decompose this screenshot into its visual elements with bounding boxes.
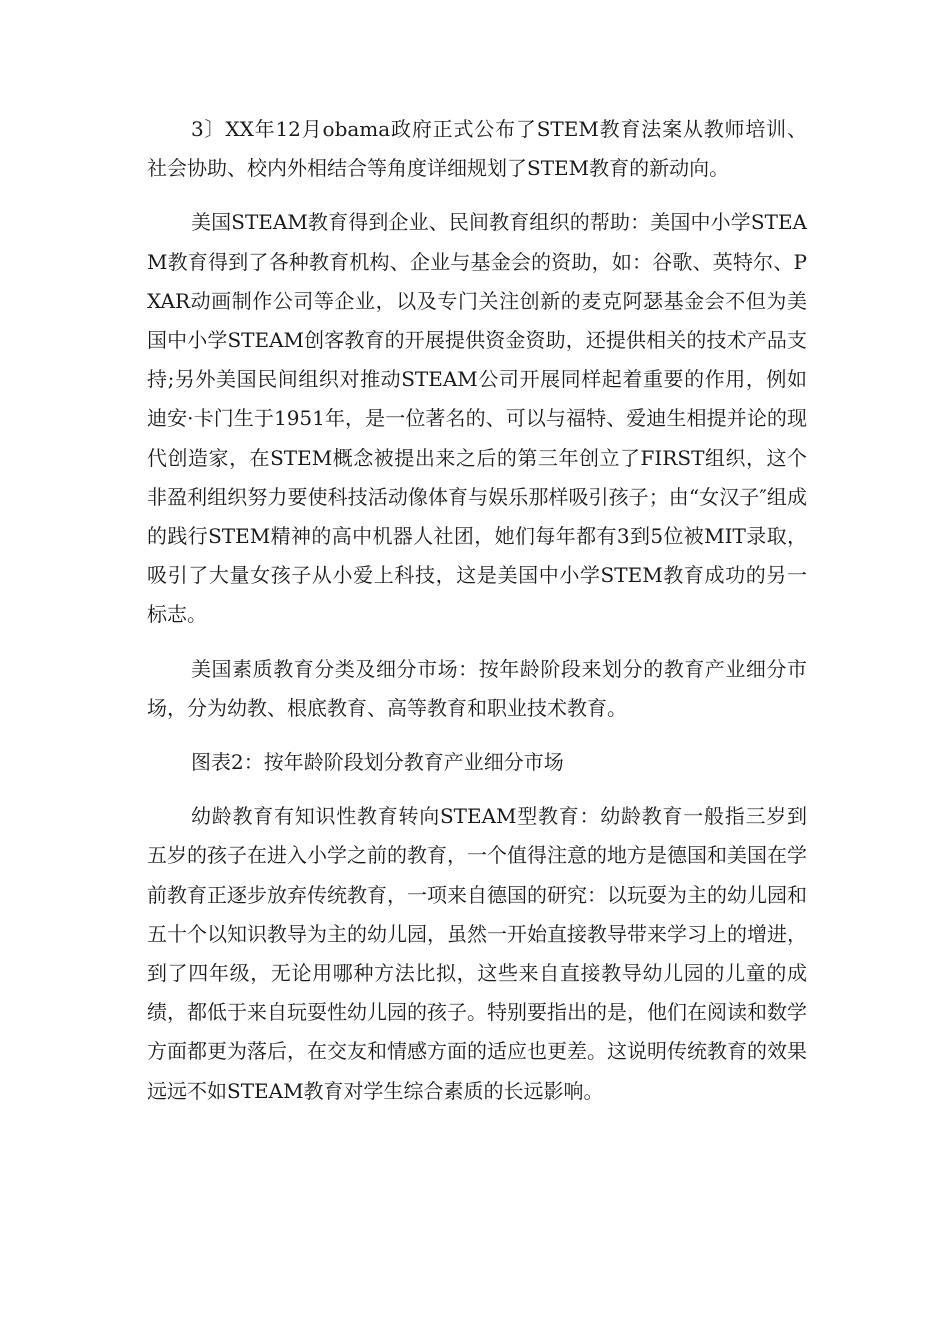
figure-caption: 图表2：按年龄阶段划分教育产业细分市场 <box>191 750 564 775</box>
document-body <box>147 110 807 1126</box>
paragraph-market-segments: 美国素质教育分类及细分市场：按年龄阶段来划分的教育产业细分市场，分为幼教、根底教育、高等教育和职业技术教育。 <box>147 656 807 720</box>
paragraph-early-education: 幼龄教育有知识性教育转向STEAM型教育：幼龄教育一般指三岁到五岁的孩子在进入小学之前的教育，一个值得注意的地方是德国和美国在学前教育正逐步放弃传统教育，一项来自德国的研究：以玩耍为主的幼儿园和五十个以知识教导为主的幼儿园，虽然一开始直接教导带来学习上的增进，到了四年级，无论用哪种方法比拟，这些来自直接教导幼儿园的儿童的成绩，都低于来自玩耍性幼儿园的孩子。特别要指出的是，他们在阅读和数学方面都更为落后，在交友和情感方面的适应也更差。这说明传统教育的效果远远不如STEAM教育对学生综合素质的长远影响。 <box>147 804 807 1103</box>
paragraph-steam-support: 美国STEAM教育得到企业、民间教育组织的帮助：美国中小学STEAM教育得到了各种教育机构、企业与基金会的资助，如：谷歌、英特尔、PXAR动画制作公司等企业，以及专门关注创新的麦克阿瑟基金会不但为美国中小学STEAM创客教育的开展提供资金资助，还提供相关的技术产品支持;另外美国民间组织对推动STEAM公司开展同样起着重要的作用，例如迪安·卡门生于1951年，是一位著名的、可以与福特、爱迪生相提并论的现代创造家，在STEM概念被提出来之后的第三年创立了FIRST组织，这个非盈利组织努力要使科技活动像体育与娱乐那样吸引孩子；由“女汉子″组成的践行STEM精神的高中机器人社团，她们每年都有3到5位被MIT录取，吸引了大量女孩子从小爱上科技，这是美国中小学STEM教育成功的另一标志。 <box>147 210 807 627</box>
paragraph-stem-act: 3〕XX年12月obama政府正式公布了STEM教育法案从教师培训、社会协助、校内外相结合等角度详细规划了STEM教育的新动向。 <box>147 117 807 181</box>
